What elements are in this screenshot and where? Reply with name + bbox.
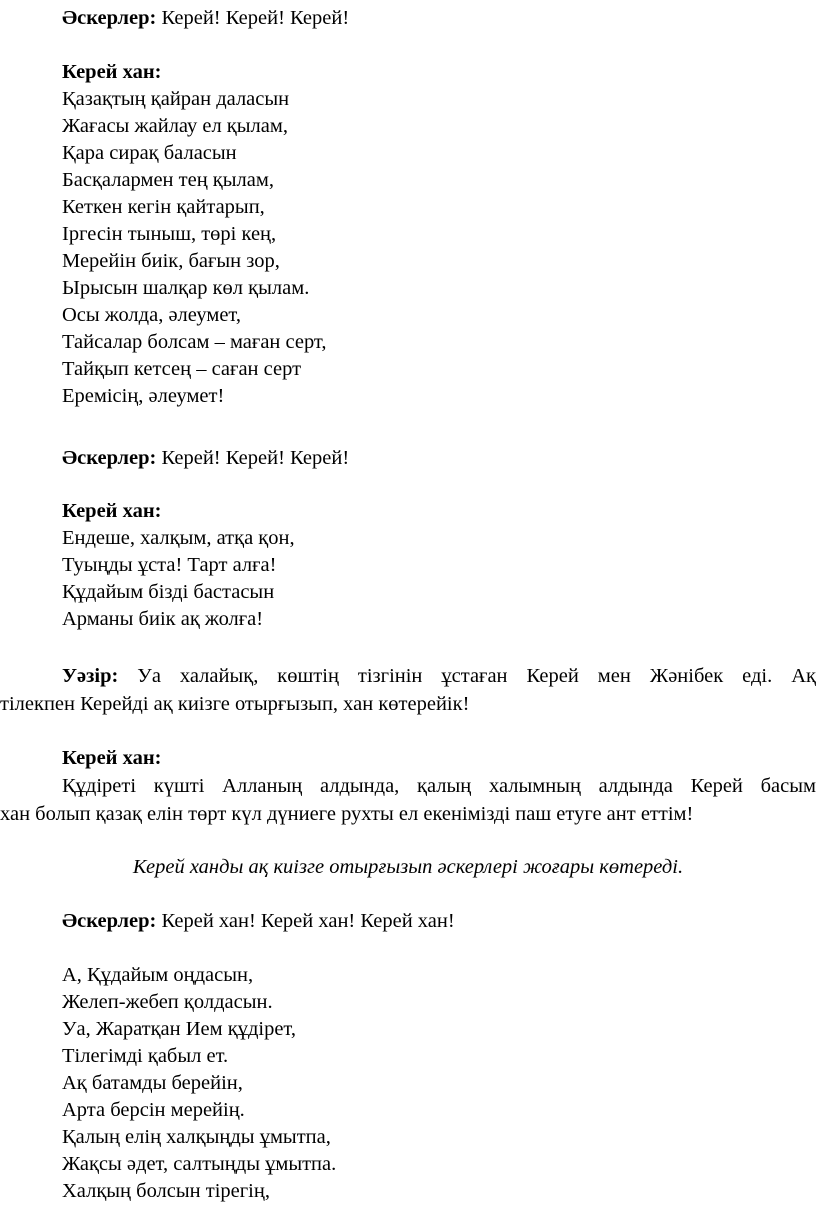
prose-line: тілекпен Керейді ақ киізге отырғызып, хан көтерейік!	[0, 693, 470, 715]
verse-line: Арманы биік ақ жолға!	[62, 608, 264, 630]
verse-line: Ақ батамды берейін,	[62, 1072, 243, 1094]
verse-line: Басқалармен тең қылам,	[62, 169, 274, 191]
verse-line: Ендеше, халқым, атқа қон,	[62, 527, 295, 549]
verse-line: Ырысын шалқар көл қылам.	[62, 277, 310, 299]
verse-line: Тайсалар болсам – маған серт,	[62, 331, 327, 353]
stage-direction	[0, 853, 816, 881]
speaker-name: Керей хан:	[62, 747, 162, 769]
dialogue-line	[62, 4, 349, 32]
speaker-heading	[62, 497, 162, 525]
speaker-name: Әскерлер:	[62, 447, 157, 469]
speaker-name: Әскерлер:	[62, 7, 157, 29]
dialogue-line	[62, 907, 455, 935]
verse-line: Осы жолда, әлеумет,	[62, 304, 241, 326]
dialogue-text: Керей! Керей! Керей!	[156, 447, 350, 469]
prose-line: Құдіреті күшті Алланың алдында, қалың халымның алдында Керей басым	[62, 775, 816, 797]
verse-line: Қара сирақ баласын	[62, 142, 237, 164]
prose-text: Уа халайық, көштің тізгінін ұстаған Керей мен Жәнібек еді. Ақ	[118, 665, 816, 687]
speaker-name: Әскерлер:	[62, 910, 157, 932]
verse-line: Тайқып кетсең – саған серт	[62, 358, 302, 380]
dialogue-text: Керей хан! Керей хан! Керей хан!	[156, 910, 455, 932]
verse-line: Туыңды ұста! Тарт алға!	[62, 554, 277, 576]
verse-line: Мерейін биік, бағын зор,	[62, 250, 280, 272]
verse-line: Еремісің, әлеумет!	[62, 385, 225, 407]
verse-line: Уа, Жаратқан Ием құдірет,	[62, 1018, 296, 1040]
verse-line: Іргесін тыныш, төрі кең,	[62, 223, 277, 245]
dialogue-text: Керей! Керей! Керей!	[156, 7, 350, 29]
speaker-name: Уәзір:	[62, 665, 119, 687]
verse-line: Арта берсін мерейің.	[62, 1099, 245, 1121]
verse-line: Желеп-жебеп қолдасын.	[62, 991, 273, 1013]
verse-line: Құдайым бізді бастасын	[62, 581, 275, 603]
verse-line: Жақсы әдет, салтыңды ұмытпа.	[62, 1153, 337, 1175]
verse-line: Қалың елің халқыңды ұмытпа,	[62, 1126, 331, 1148]
verse-line: Қазақтың қайран даласын	[62, 88, 290, 110]
verse-line: Халқың болсын тірегің,	[62, 1180, 270, 1202]
dialogue-line	[62, 444, 349, 472]
speaker-heading	[62, 58, 162, 86]
verse-line: Кеткен кегін қайтарып,	[62, 196, 265, 218]
verse-line: Жағасы жайлау ел қылам,	[62, 115, 288, 137]
prose-line	[62, 662, 816, 690]
speaker-name: Керей хан:	[62, 500, 162, 522]
speaker-heading	[62, 744, 162, 772]
prose-line: хан болып қазақ елін төрт күл дүниеге рухты ел екенімізді паш етуге ант еттім!	[0, 803, 694, 825]
verse-line: А, Құдайым оңдасын,	[62, 964, 254, 986]
stage-direction-text: Керей ханды ақ киізге отырғызып әскерлері жоғары көтереді.	[132, 856, 684, 878]
speaker-name: Керей хан:	[62, 61, 162, 83]
verse-line: Тілегімді қабыл ет.	[62, 1045, 229, 1067]
